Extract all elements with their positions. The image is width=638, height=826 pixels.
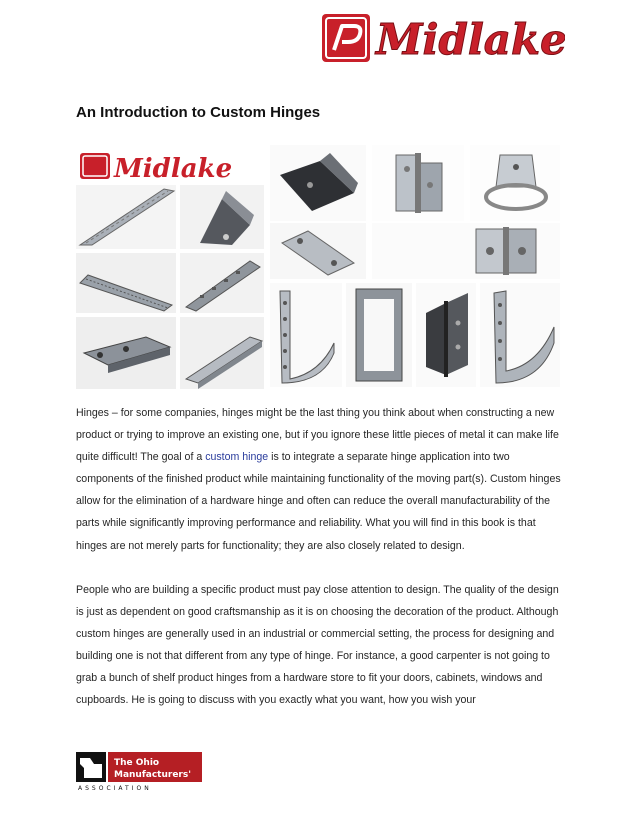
custom-hinge-link[interactable]: custom hinge <box>205 451 269 464</box>
logo-wordmark: Midlake <box>376 15 565 64</box>
collage-logo <box>76 145 264 185</box>
hinge-photo-black-leaf <box>416 283 476 387</box>
paragraph-intro-part2: is to integrate a separate hinge application into two components of the finished product while maintaining functionality of the moving part(s). Custom hinges allow for the elimination of a hardware hinge and often can reduce the overall manufacturability of the parts while significantly improving performance and reliability. What you will find in this book is that hinges are not merely parts for functionality; they are also closely related to design. <box>76 451 561 552</box>
hinge-photo-door-hinge <box>372 145 464 221</box>
badge-line-3: ASSOCIATION <box>78 785 152 792</box>
hinge-collage <box>76 145 560 390</box>
midlake-logo <box>320 10 565 66</box>
ohio-manufacturers-association-logo <box>76 752 204 792</box>
badge-line-1: The Ohio <box>114 758 160 768</box>
hinge-photo-angle-bracket <box>180 185 264 249</box>
paragraph-intro <box>76 402 566 557</box>
hinge-photo-slotted-bar <box>180 253 264 313</box>
hinge-photo-narrow-hinge <box>270 223 366 279</box>
hinge-photo-black-plate <box>270 145 366 221</box>
body-text <box>76 402 566 711</box>
hinge-photo-frame <box>346 283 412 387</box>
badge-line-2: Manufacturers' <box>114 770 191 780</box>
hinge-photo-piano-hinge <box>76 253 176 313</box>
paragraph-design: People who are building a specific product must pay close attention to design. The quality of the design is just as dependent on good craftsmanship as it is on choosing the decoration of the product. Although custom hinges are generally used in an industrial or commercial setting, the process for designing and building one is not that different from any type of hinge. For instance, a good carpenter is not going to grab a bunch of shelf product hinges from a hardware store to fit your doors, cabinets, windows and cupboards. He is going to discuss with you exactly what you want, how you wish your <box>76 583 559 707</box>
hinge-photo-butt-hinge <box>372 223 560 279</box>
page-title: An Introduction to Custom Hinges <box>76 104 321 121</box>
paragraph-intro-part1: Hinges – for some companies, hinges might be the last thing you think about when constructing a new product or trying to improve an existing one, but if you ignore these little pieces of metal it can make life quite difficult! The goal of a <box>76 407 559 464</box>
hinge-photo-curved-panel <box>270 283 342 387</box>
hinge-photo-curved-panel-2 <box>480 283 560 387</box>
hinge-photo-loop-clip <box>470 145 560 221</box>
hinge-photo-channel-hinge <box>76 317 176 389</box>
hinge-photo-long-channel <box>180 317 264 389</box>
logo-emblem <box>322 14 370 62</box>
svg-text:Midlake: Midlake <box>114 154 233 184</box>
hinge-photo-long-strip <box>76 185 176 249</box>
